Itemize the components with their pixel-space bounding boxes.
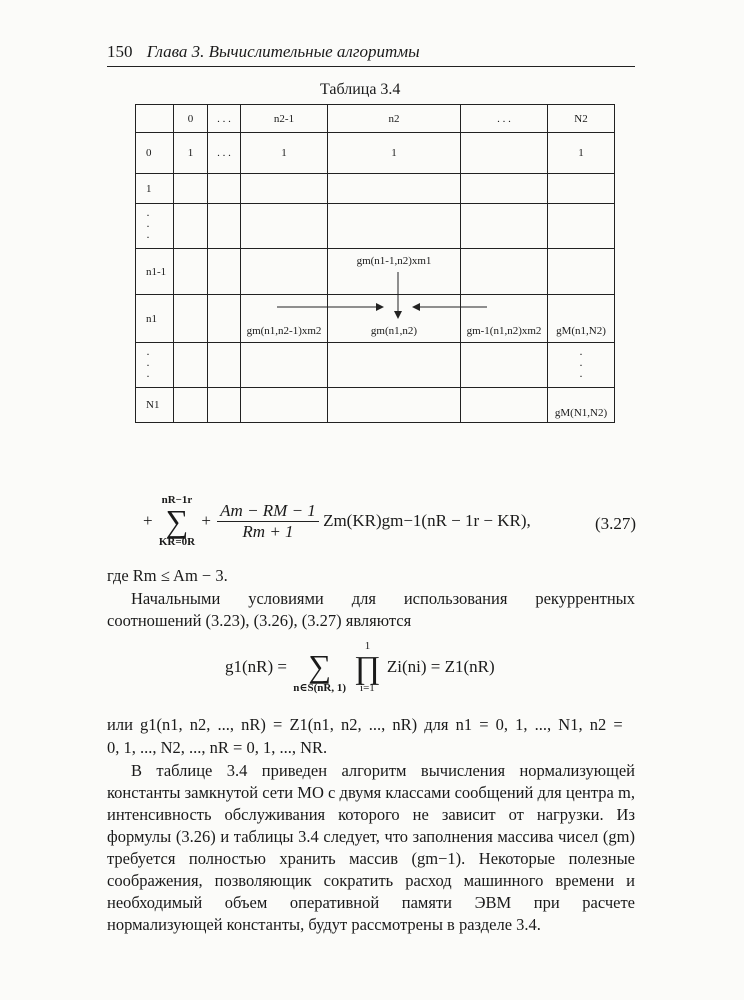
column-dots: · · · [548,343,615,388]
product-superscript: 1 [364,640,371,652]
table-caption: Таблица 3.4 [320,81,401,98]
eq-rhs: Zi(ni) = Z1(nR) [386,657,495,676]
ili-line-1: или g1(n1, n2, ..., nR) = Z1(n1, n2, ..., nR) для n1 = 0, 1, ..., N1, n2 = [107,715,623,734]
row-label: N1 [136,388,174,423]
left-neighbor-cell: gm(n1,n2-1)xm2 [241,295,328,343]
row-label-dots: · · · [136,204,174,249]
far-right-cell: gM(n1,N2) [548,295,615,343]
table-cell: 1 [241,133,328,174]
col-header: n2 [328,105,461,133]
col-header: 0 [174,105,208,133]
sum-upper-limit: nR−1r [161,494,193,506]
fraction-denominator: Rm + 1 [242,521,294,541]
product-subscript: i=1 [360,682,375,694]
table-cell: 1 [548,133,615,174]
col-header: N2 [548,105,615,133]
last-cell: gM(N1,N2) [548,388,615,423]
sum-subscript: n∈S(nR, 1) [293,681,347,694]
row-label: n1 [136,295,174,343]
paragraph-table-description: В таблице 3.4 приведен алгоритм вычисления нормализующей константы замкнутой сети МО с двумя классами сообщений для центра m, интенсивность обслуживания которого не зависит от нагрузки. Из формулы (3.26) и таблицы 3.4 следует, что заполнения массива чисел (gm) требуется полностью хранить массив (gm−1). Некоторые полезные соображения, позволяющик сократить расход машинного времени и необходимый объем оперативной памяти ЭВМ при расчете нормализующей константы, будут рассмотрены в разделе 3.4. [107,761,635,934]
chapter-title: Глава 3. Вычислительные алгоритмы [146,42,420,61]
equation-number: (3.27) [595,514,637,533]
table-cell: 1 [174,133,208,174]
upper-neighbor-cell: gm(n1-1,n2)xm1 [328,249,461,295]
equation-tail: Zm(KR)gm−1(nR − 1r − KR), [323,511,531,530]
row-label: 0 [136,133,174,174]
col-header: . . . [208,105,241,133]
sum-lower-limit: KR=0R [158,536,196,548]
col-header: . . . [461,105,548,133]
previous-center-cell: gm-1(n1,n2)xm2 [461,295,548,343]
target-cell: gm(n1,n2) [328,295,461,343]
table-cell: . . . [208,133,241,174]
where-line: где Rm ≤ Am − 3. [107,566,228,585]
ili-line-2: 0, 1, ..., N2, ..., nR = 0, 1, ..., NR. [107,738,328,757]
row-label-dots: · · · [136,343,174,388]
table-cell: 1 [328,133,461,174]
equation-3-27: + nR−1r ∑ KR=0R + $\frac{Am - RM - 1}{Rm + 1}$ Zm(KR)gm−1(nR − 1r − KR), [143,494,531,548]
eq-lhs: g1(nR) = [225,657,287,676]
page-number: 150 [107,42,133,61]
fraction-numerator: Am − RM − 1 [217,501,319,522]
initial-condition-equation: g1(nR) = ∑ n∈S(nR, 1) 1 ∏ i=1 Zi(ni) = Z1(nR) [225,640,495,694]
row-label: n1-1 [136,249,174,295]
row-label: 1 [136,174,174,204]
paragraph-initial-conditions: Начальными условиями для использования рекуррентных соотношений (3.23), (3.26), (3.27) являются [107,589,635,630]
col-header: n2-1 [241,105,328,133]
